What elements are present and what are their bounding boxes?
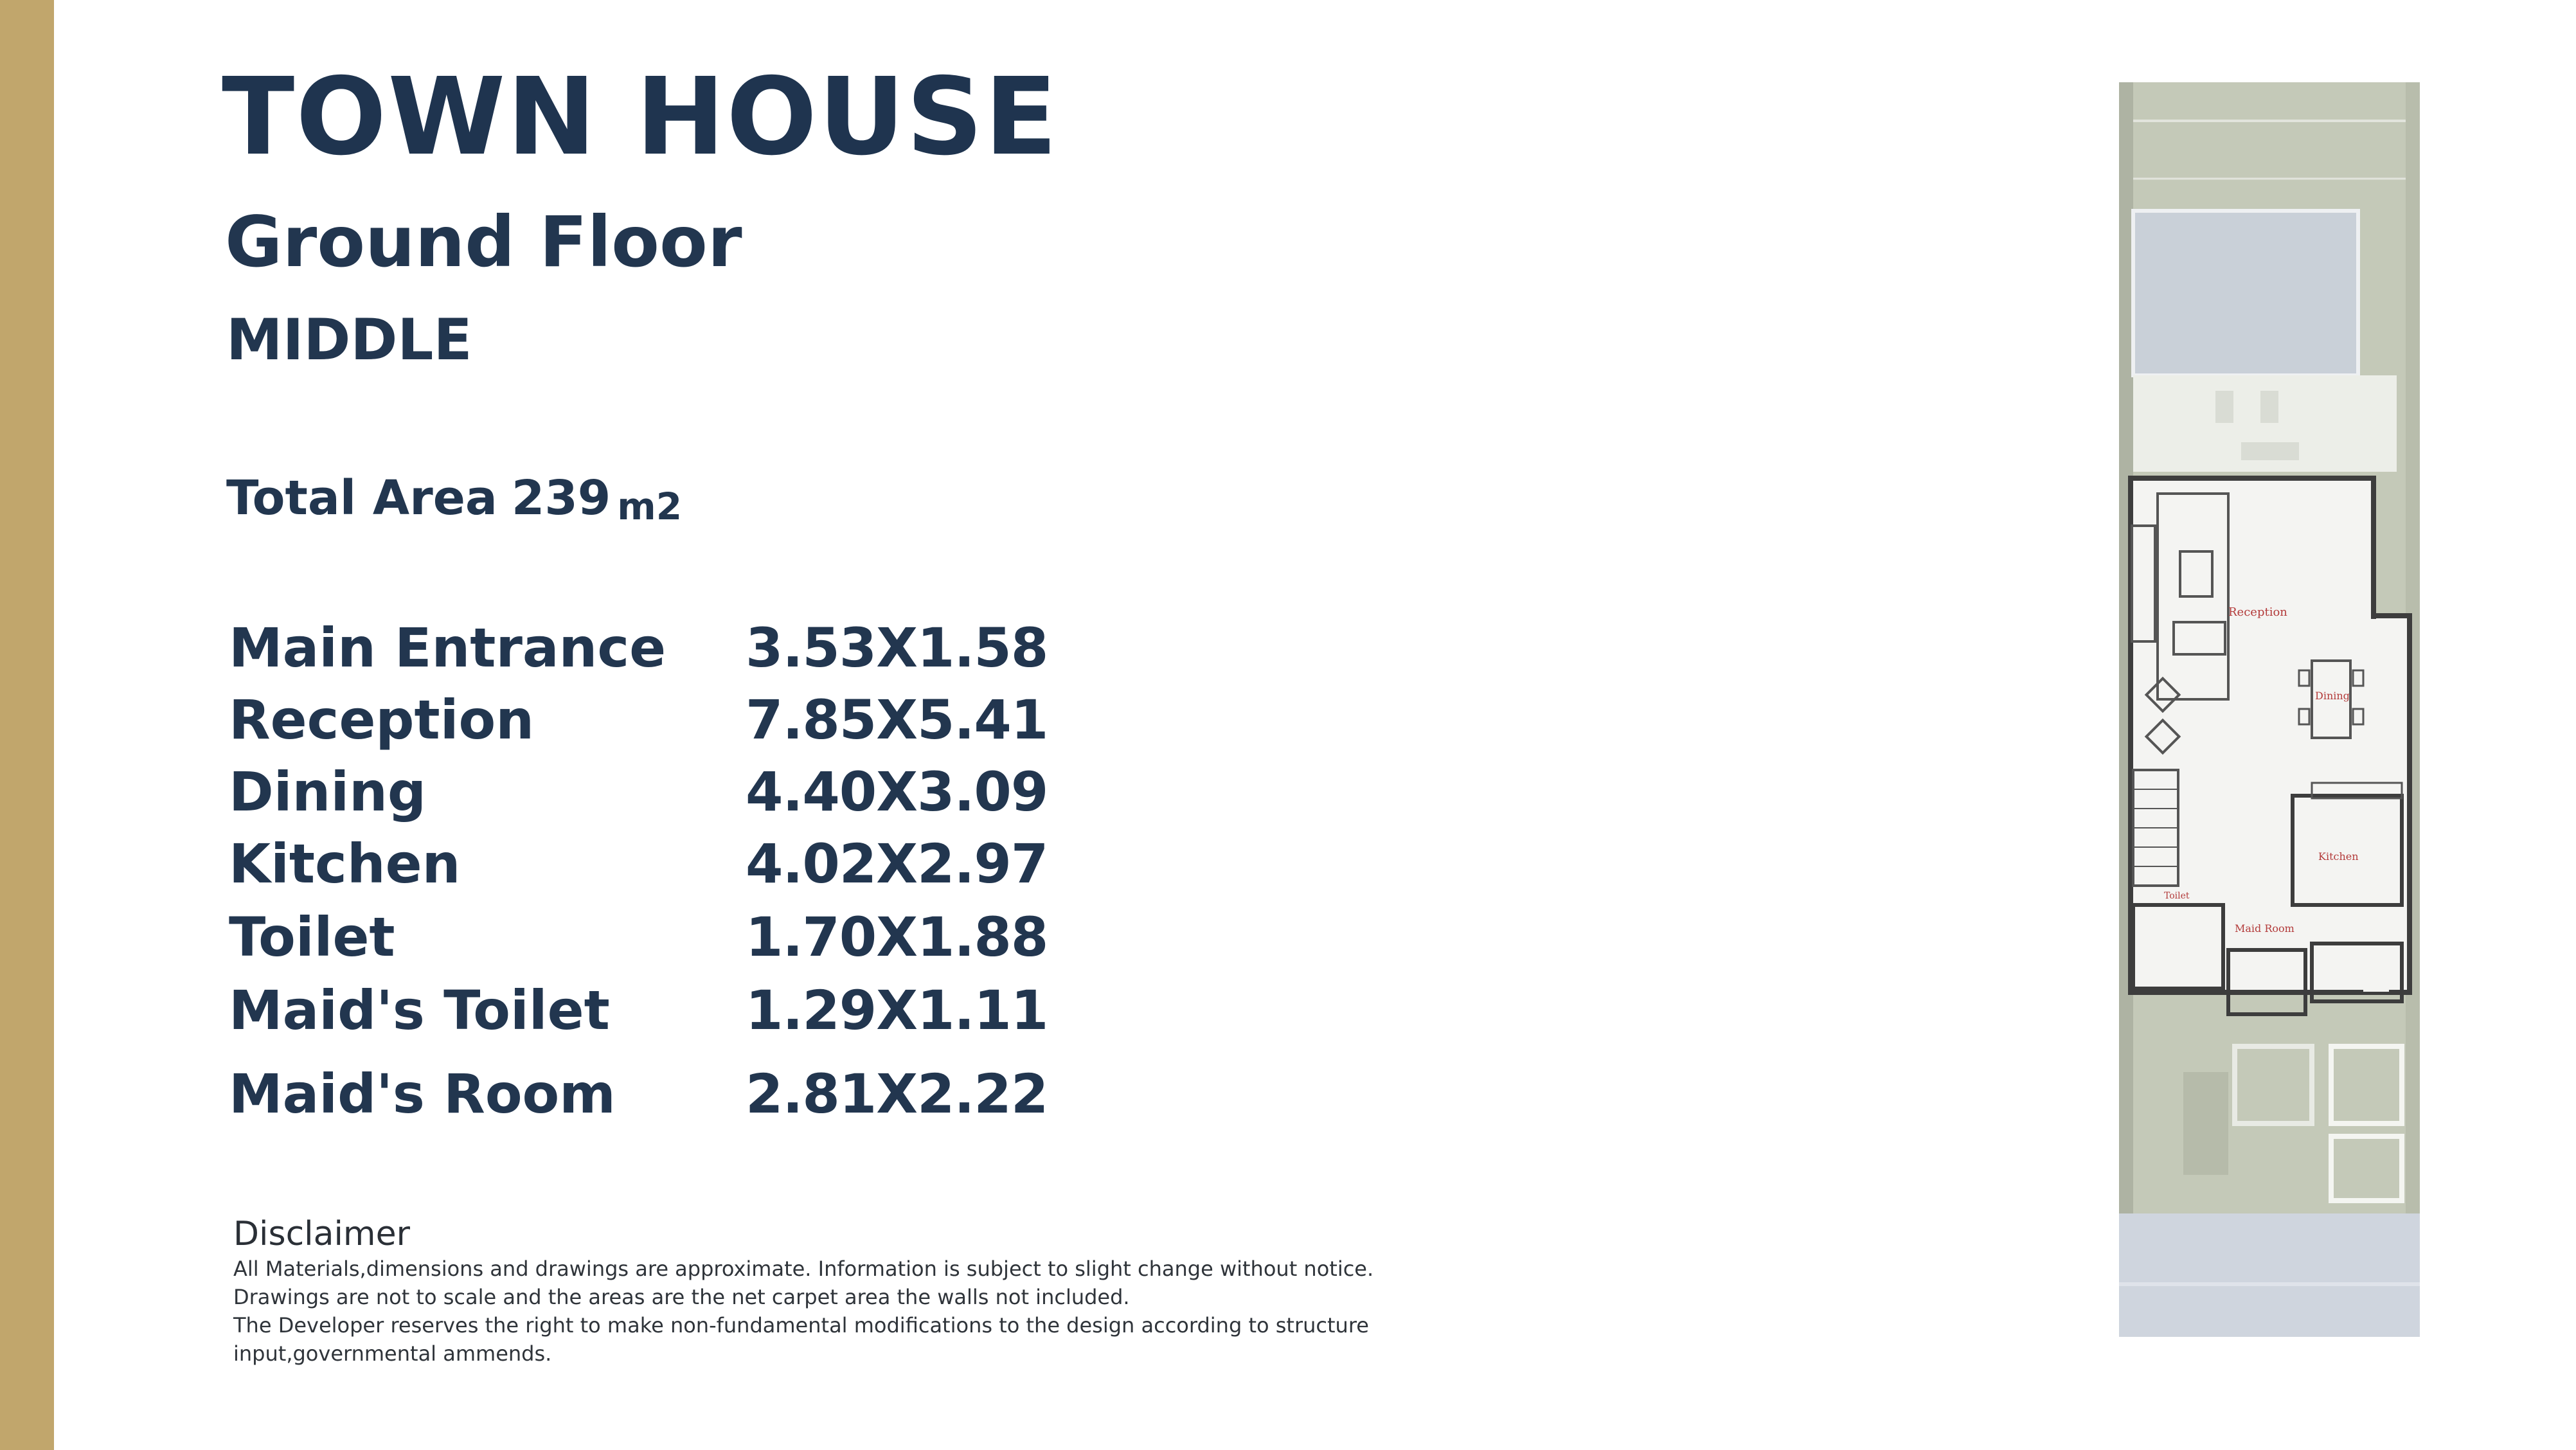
road-strip: [2119, 1213, 2420, 1337]
disclaimer-line: The Developer reserves the right to make non-fundamental modifications to the design according to structure: [233, 1313, 1369, 1338]
house-outline: [2131, 478, 2374, 992]
plan-label-kitchen: Kitchen: [2318, 850, 2359, 863]
room-name: Toilet: [229, 906, 395, 969]
room-dimensions: 2.81X2.22: [746, 1062, 1048, 1125]
disclaimer-line: input,governmental ammends.: [233, 1341, 552, 1366]
floor-plan-image: [2119, 82, 2420, 1337]
room-name: Kitchen: [229, 832, 461, 895]
room-name: Reception: [229, 688, 535, 751]
room-name: Main Entrance: [229, 616, 666, 679]
room-row-maids-room: [229, 1062, 1064, 1126]
room-row-kitchen: [229, 832, 1064, 896]
total-area-value: 239: [511, 470, 611, 526]
page-title: TOWN HOUSE: [222, 55, 1059, 179]
disclaimer-line: All Materials,dimensions and drawings are approximate. Information is subject to slight change without notice.: [233, 1257, 1374, 1281]
total-area-unit: m2: [617, 485, 683, 528]
room-row-reception: [229, 688, 1064, 752]
plan-label-reception: Reception: [2228, 605, 2287, 619]
room-row-maids-toilet: [229, 978, 1064, 1043]
room-name: Maid's Room: [229, 1062, 616, 1125]
plan-label-maid-room: Maid Room: [2235, 922, 2294, 935]
room-name: Dining: [229, 760, 427, 823]
room-dimensions: 7.85X5.41: [746, 688, 1048, 751]
unit-variant: MIDDLE: [226, 307, 472, 373]
total-area-label: Total Area: [226, 470, 497, 526]
room-dimensions: 1.70X1.88: [746, 906, 1048, 969]
room-row-dining: [229, 760, 1064, 824]
pool-shape: [2133, 211, 2358, 375]
disclaimer-line: Drawings are not to scale and the areas are the net carpet area the walls not included.: [233, 1285, 1130, 1309]
disclaimer-title: Disclaimer: [233, 1215, 410, 1253]
floor-subtitle: Ground Floor: [225, 201, 742, 283]
gold-accent-bar: [0, 0, 54, 1450]
room-dimensions: 4.02X2.97: [746, 832, 1048, 895]
room-dimensions: 1.29X1.11: [746, 979, 1048, 1042]
disclaimer: [233, 1213, 1583, 1368]
plan-label-dining: Dining: [2315, 690, 2350, 702]
room-dimensions: 4.40X3.09: [746, 760, 1048, 823]
room-dimensions: 3.53X1.58: [746, 616, 1048, 679]
room-row-toilet: [229, 905, 1064, 969]
room-name: Maid's Toilet: [229, 979, 610, 1042]
total-area: [226, 470, 683, 528]
room-row-main-entrance: [229, 616, 1064, 680]
plan-label-toilet: Toilet: [2164, 891, 2190, 901]
